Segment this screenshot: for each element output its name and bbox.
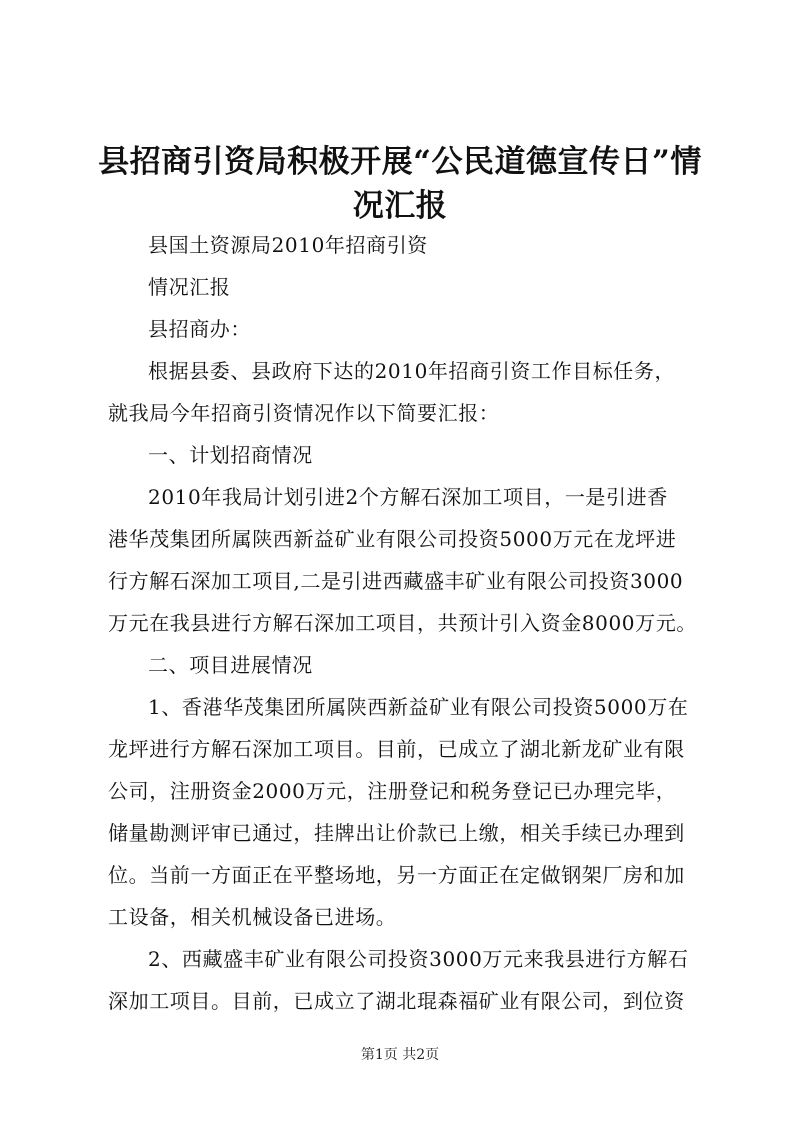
subtitle-line-2: 情况汇报 — [148, 275, 231, 299]
paragraph-line: 2、西藏盛丰矿业有限公司投资3000万元来我县进行方解石 — [148, 947, 689, 971]
paragraph-line: 储量勘测评审已通过，挂牌出让价款已上缴，相关手续已办理到 — [108, 821, 685, 845]
paragraph-line: 就我局今年招商引资情况作以下简要汇报： — [108, 401, 500, 425]
document-title-line-2: 况汇报 — [352, 188, 448, 224]
paragraph-line: 公司，注册资金2000万元，注册登记和税务登记已办理完毕， — [108, 779, 677, 803]
section-heading-plan: 一、计划招商情况 — [148, 443, 313, 467]
paragraph-line: 行方解石深加工项目,二是引进西藏盛丰矿业有限公司投资3000 — [108, 569, 684, 593]
page-number-footer: 第1页 共2页 — [360, 1047, 440, 1063]
paragraph-line: 位。当前一方面正在平整场地，另一方面正在定做钢架厂房和加 — [108, 863, 685, 887]
paragraph-line: 万元在我县进行方解石深加工项目，共预计引入资金8000万元。 — [108, 611, 697, 635]
paragraph-line: 深加工项目。目前，已成立了湖北琨森福矿业有限公司，到位资 — [108, 989, 685, 1013]
paragraph-line: 根据县委、县政府下达的2010年招商引资工作目标任务， — [148, 359, 676, 383]
paragraph-line: 港华茂集团所属陕西新益矿业有限公司投资5000万元在龙坪进 — [108, 527, 677, 551]
document-title-line-1: 县招商引资局积极开展“公民道德宣传日”情 — [98, 144, 702, 180]
subtitle-line-1: 县国土资源局2010年招商引资 — [148, 233, 428, 257]
paragraph-line: 工设备，相关机械设备已进场。 — [108, 905, 397, 929]
paragraph-line: 2010年我局计划引进2个方解石深加工项目，一是引进香 — [148, 485, 668, 509]
salutation: 县招商办： — [148, 317, 251, 341]
section-heading-progress: 二、项目进展情况 — [148, 653, 313, 677]
paragraph-line: 1、香港华茂集团所属陕西新益矿业有限公司投资5000万在 — [148, 695, 689, 719]
paragraph-line: 龙坪进行方解石深加工项目。目前，已成立了湖北新龙矿业有限 — [108, 737, 685, 761]
